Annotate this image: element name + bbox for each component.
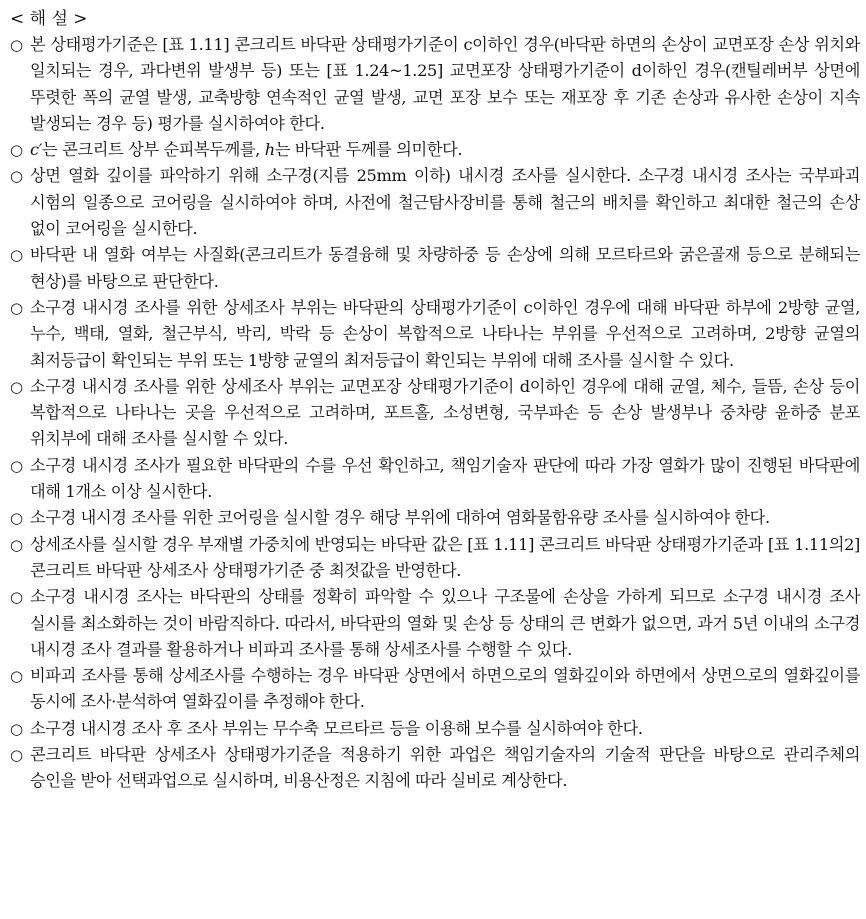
bullet-icon: ○ [10,141,23,160]
list-item-text: 소구경 내시경 조사를 위한 상세조사 부위는 바닥판의 상태평가기준이 c이하인 경우에 대해 바닥판 하부에 2방향 균열, 누수, 백태, 열화, 철근부식, 박리, 박락 등 손상이 복합적으로 나타나는 부위를 우선적으로 고려하며, 2방향 균열의 최저등급이 확인되는 부위 또는 1방향 균열의 최저등급이 확인되는 부위에 대해 조사를 실시할 수 있다. [30,297,860,370]
list-item-text: 바닥판 내 열화 여부는 사질화(콘크리트가 동결융해 및 차량하중 등 손상에 의해 모르타르와 굵은골재 등으로 분해되는 현상)를 바탕으로 판단한다. [30,245,860,291]
list-item-1 [8,32,860,137]
bullet-icon: ○ [10,36,23,54]
bullet-icon: ○ [10,456,23,475]
list-item-text: 비파괴 조사를 통해 상세조사를 수행하는 경우 바닥판 상면에서 하면으로의 열화깊이와 하면에서 상면으로의 열화깊이를 동시에 조사·분석하여 열화깊이를 추정해야 한다. [30,666,860,712]
list-item-6 [8,374,860,453]
bullet-icon: ○ [10,167,23,186]
list-item-text: 소구경 내시경 조사가 필요한 바닥판의 수를 우선 확인하고, 책임기술자 판단에 따라 가장 열화가 많이 진행된 바닥판에 대해 1개소 이상 실시한다. [30,455,860,502]
list-item-4 [8,242,860,295]
list-item-text: 소구경 내시경 조사를 위한 상세조사 부위는 교면포장 상태평가기준이 d이하인 경우에 대해 균열, 체수, 들뜸, 손상 등이 복합적으로 나타나는 곳을 우선적으로 고려하며, 포트홀, 소성변형, 국부파손 등 손상 발생부나 중차량 윤하중 분포 위치부에 대해 조사를 실시할 수 있다. [30,376,860,449]
list-item-8 [8,505,860,531]
list-item-text: 상면 열화 깊이를 파악하기 위해 소구경(지름 25mm 이하) 내시경 조사를 실시한다. 소구경 내시경 조사는 국부파괴 시험의 일종으로 코어링을 실시하여야 하며, 사전에 철근탐사장비를 통해 철근의 배치를 확인하고 최대한 철근의 손상 없이 코어링을 실시한다. [30,166,860,239]
bullet-icon: ○ [10,246,23,265]
list-item-2 [8,137,860,163]
list-item-text: 콘크리트 바닥판 상세조사 상태평가기준을 적용하기 위한 과업은 책임기술자의 기술적 판단을 바탕으로 관리주체의 승인을 받아 선택과업으로 실시하며, 비용산정은 지침에 따라 실비로 계상한다. [30,745,860,791]
list-item-text: 상세조사를 실시할 경우 부재별 가중치에 반영되는 바닥판 값은 [표 1.11] 콘크리트 바닥판 상태평가기준과 [표 1.11의2] 콘크리트 바닥판 상세조사 상태평가기준 중 최젓값을 반영한다. [30,534,860,580]
variable-c-prime: c′ [30,140,43,160]
list-item-11 [8,663,860,716]
bullet-icon: ○ [10,719,23,738]
list-item-text: 소구경 내시경 조사는 바닥판의 상태를 정확히 파악할 수 있으나 구조물에 손상을 가하게 되므로 소구경 내시경 조사 실시를 최소화하는 것이 바람직하다. 따라서, 바닥판의 열화 및 손상 등 상태의 큰 변화가 없으면, 과거 5년 이내의 소구경 내시경 조사 결과를 활용하거나 비파괴 조사를 통해 상세조사를 수행할 수 있다. [30,587,860,659]
list-item-5 [8,295,860,374]
bullet-icon: ○ [10,298,23,317]
bullet-icon: ○ [10,588,23,607]
list-item-10 [8,584,860,663]
list-item-12 [8,716,860,742]
bullet-icon: ○ [10,535,23,554]
bullet-icon: ○ [10,377,23,396]
list-item-text: 소구경 내시경 조사 후 조사 부위는 무수축 모르타르 등을 이용해 보수를 실시하여야 한다. [30,718,643,738]
commentary-section [8,6,860,795]
list-item-7 [8,453,860,506]
bullet-icon: ○ [10,746,23,765]
list-item-text: 소구경 내시경 조사를 위한 코어링을 실시할 경우 해당 부위에 대하여 염화물함유량 조사를 실시하여야 한다. [30,508,770,528]
list-item-text: 는 바닥판 두께를 의미한다. [274,140,463,160]
list-item-text: 는 콘크리트 상부 순피복두께를, [42,140,265,160]
list-item-text: 본 상태평가기준은 [표 1.11] 콘크리트 바닥판 상태평가기준이 c이하인 경우(바닥판 하면의 손상이 교면포장 손상 위치와 일치되는 경우, 과다변위 발생부 등) 또는 [표 1.24~1.25] 교면포장 상태평가기준이 d이하인 경우(캔틸레버부 상면에 뚜렷한 폭의 균열 발생, 교축방향 연속적인 균열 발생, 교면 포장 보수 또는 재포장 후 기존 손상과 유사한 손상이 지속 발생되는 경우 등) 평가를 실시하여야 한다. [30,35,860,133]
list-item-3 [8,163,860,242]
variable-h: h [264,140,275,160]
bullet-icon: ○ [10,509,23,528]
bullet-icon: ○ [10,667,23,686]
section-heading: < 해 설 > [10,9,88,29]
list-item-9 [8,532,860,585]
list-item-13 [8,742,860,795]
